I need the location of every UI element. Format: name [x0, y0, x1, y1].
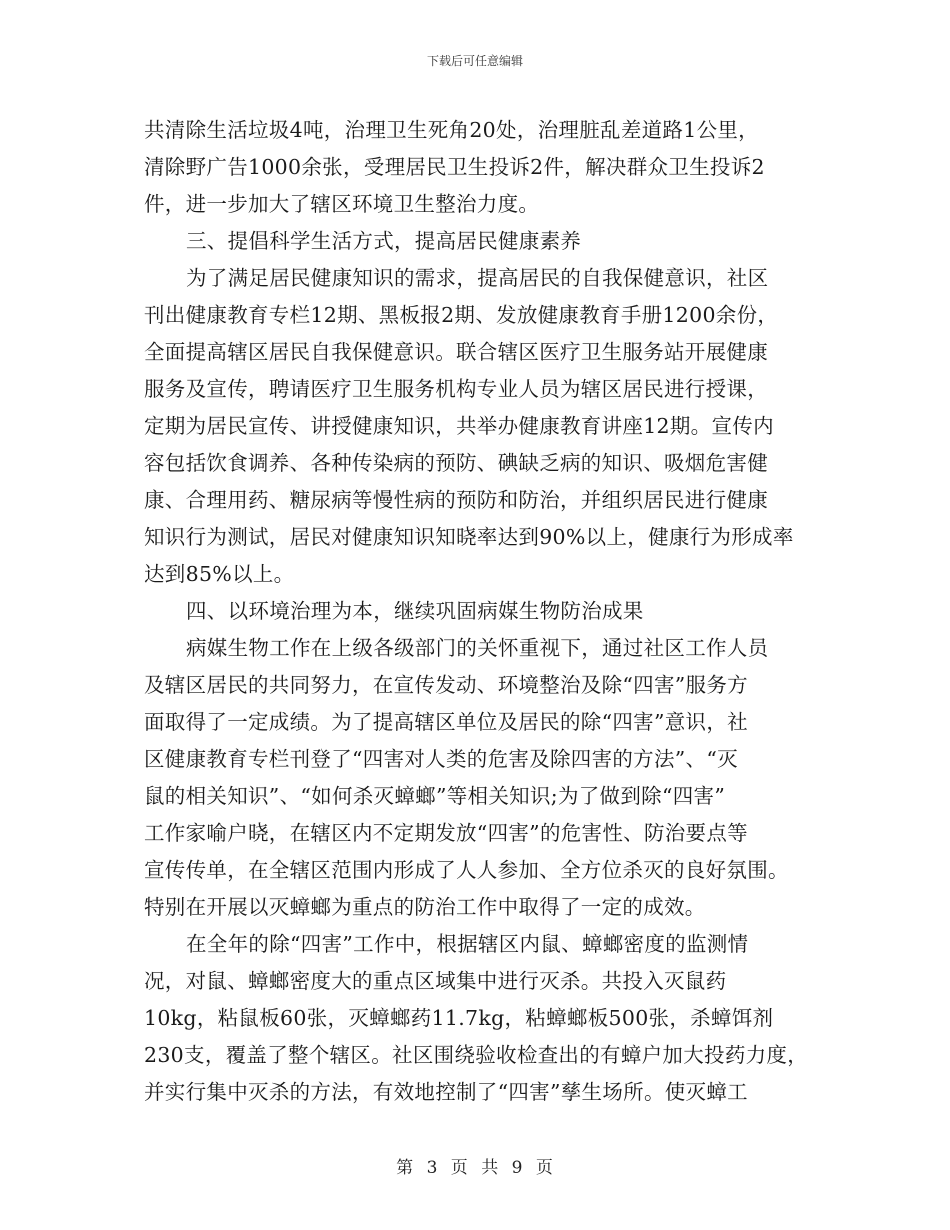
text-line: 工作家喻户晓，在辖区内不定期发放“四害”的危害性、防治要点等 — [144, 821, 748, 845]
page-number-prefix: 第 — [396, 1158, 415, 1178]
text-line: 宣传传单，在全辖区范围内形成了人人参加、全方位杀灭的良好氛围。 — [144, 858, 789, 882]
text-line: 达到85%以上。 — [144, 562, 295, 586]
text-line: 面取得了一定成绩。为了提高辖区单位及居民的除“四害”意识，社 — [144, 710, 748, 734]
text-line: 服务及宣传，聘请医疗卫生服务机构专业人员为辖区居民进行授课， — [144, 377, 768, 401]
text-line: 及辖区居民的共同努力，在宣传发动、环境整治及除“四害”服务方 — [144, 673, 748, 697]
text-line: 清除野广告1000余张，受理居民卫生投诉2件，解决群众卫生投诉2 — [144, 155, 765, 179]
text-line: 知识行为测试，居民对健康知识知晓率达到90%以上，健康行为形成率 — [144, 525, 794, 549]
text-line: 230支，覆盖了整个辖区。社区围绕验收检查出的有蟑户加大投药力度， — [144, 1043, 809, 1067]
text-line: 况，对鼠、蟑螂密度大的重点区域集中进行灭杀。共投入灭鼠药 — [144, 969, 727, 993]
document-body — [144, 112, 814, 1111]
text-line: 在全年的除“四害”工作中，根据辖区内鼠、蟑螂密度的监测情 — [186, 932, 749, 956]
page-number-suffix: 页 — [535, 1158, 554, 1178]
text-line: 四、以环境治理为本，继续巩固病媒生物防治成果 — [186, 599, 644, 623]
page-number — [0, 1153, 950, 1178]
text-line: 件，进一步加大了辖区环境卫生整治力度。 — [144, 192, 540, 216]
text-line: 刊出健康教育专栏12期、黑板报2期、发放健康教育手册1200余份， — [144, 303, 779, 327]
text-line: 三、提倡科学生活方式，提高居民健康素养 — [186, 229, 582, 253]
text-line: 鼠的相关知识”、“如何杀灭蟑螂”等相关知识;为了做到除“四害” — [144, 784, 726, 808]
text-line: 康、合理用药、糖尿病等慢性病的预防和防治，并组织居民进行健康 — [144, 488, 768, 512]
text-line: 特别在开展以灭蟑螂为重点的防治工作中取得了一定的成效。 — [144, 895, 706, 919]
text-line: 并实行集中灭杀的方法，有效地控制了“四害”孳生场所。使灭蟑工 — [144, 1080, 748, 1104]
page-header: 下载后可任意编辑 — [426, 54, 523, 68]
text-line: 定期为居民宣传、讲授健康知识，共举办健康教育讲座12期。宣传内 — [144, 414, 774, 438]
page-number-current: 3 — [426, 1158, 439, 1178]
page-number-total-word: 共 — [481, 1158, 500, 1178]
paragraph-lines — [144, 112, 814, 1111]
page-number-total: 9 — [511, 1158, 524, 1178]
text-line: 共清除生活垃圾4吨，治理卫生死角20处，治理脏乱差道路1公里， — [144, 118, 759, 142]
text-line: 区健康教育专栏刊登了“四害对人类的危害及除四害的方法”、“灭 — [144, 747, 738, 771]
text-line: 全面提高辖区居民自我保健意识。联合辖区医疗卫生服务站开展健康 — [144, 340, 768, 364]
text-line: 10kg，粘鼠板60张，灭蟑螂药11.7kg，粘蟑螂板500张，杀蟑饵剂 — [144, 1006, 774, 1030]
text-line: 为了满足居民健康知识的需求，提高居民的自我保健意识，社区 — [186, 266, 769, 290]
page-number-page-word: 页 — [450, 1158, 469, 1178]
text-line: 容包括饮食调养、各种传染病的预防、碘缺乏病的知识、吸烟危害健 — [144, 451, 768, 475]
text-line: 病媒生物工作在上级各级部门的关怀重视下，通过社区工作人员 — [186, 636, 769, 660]
